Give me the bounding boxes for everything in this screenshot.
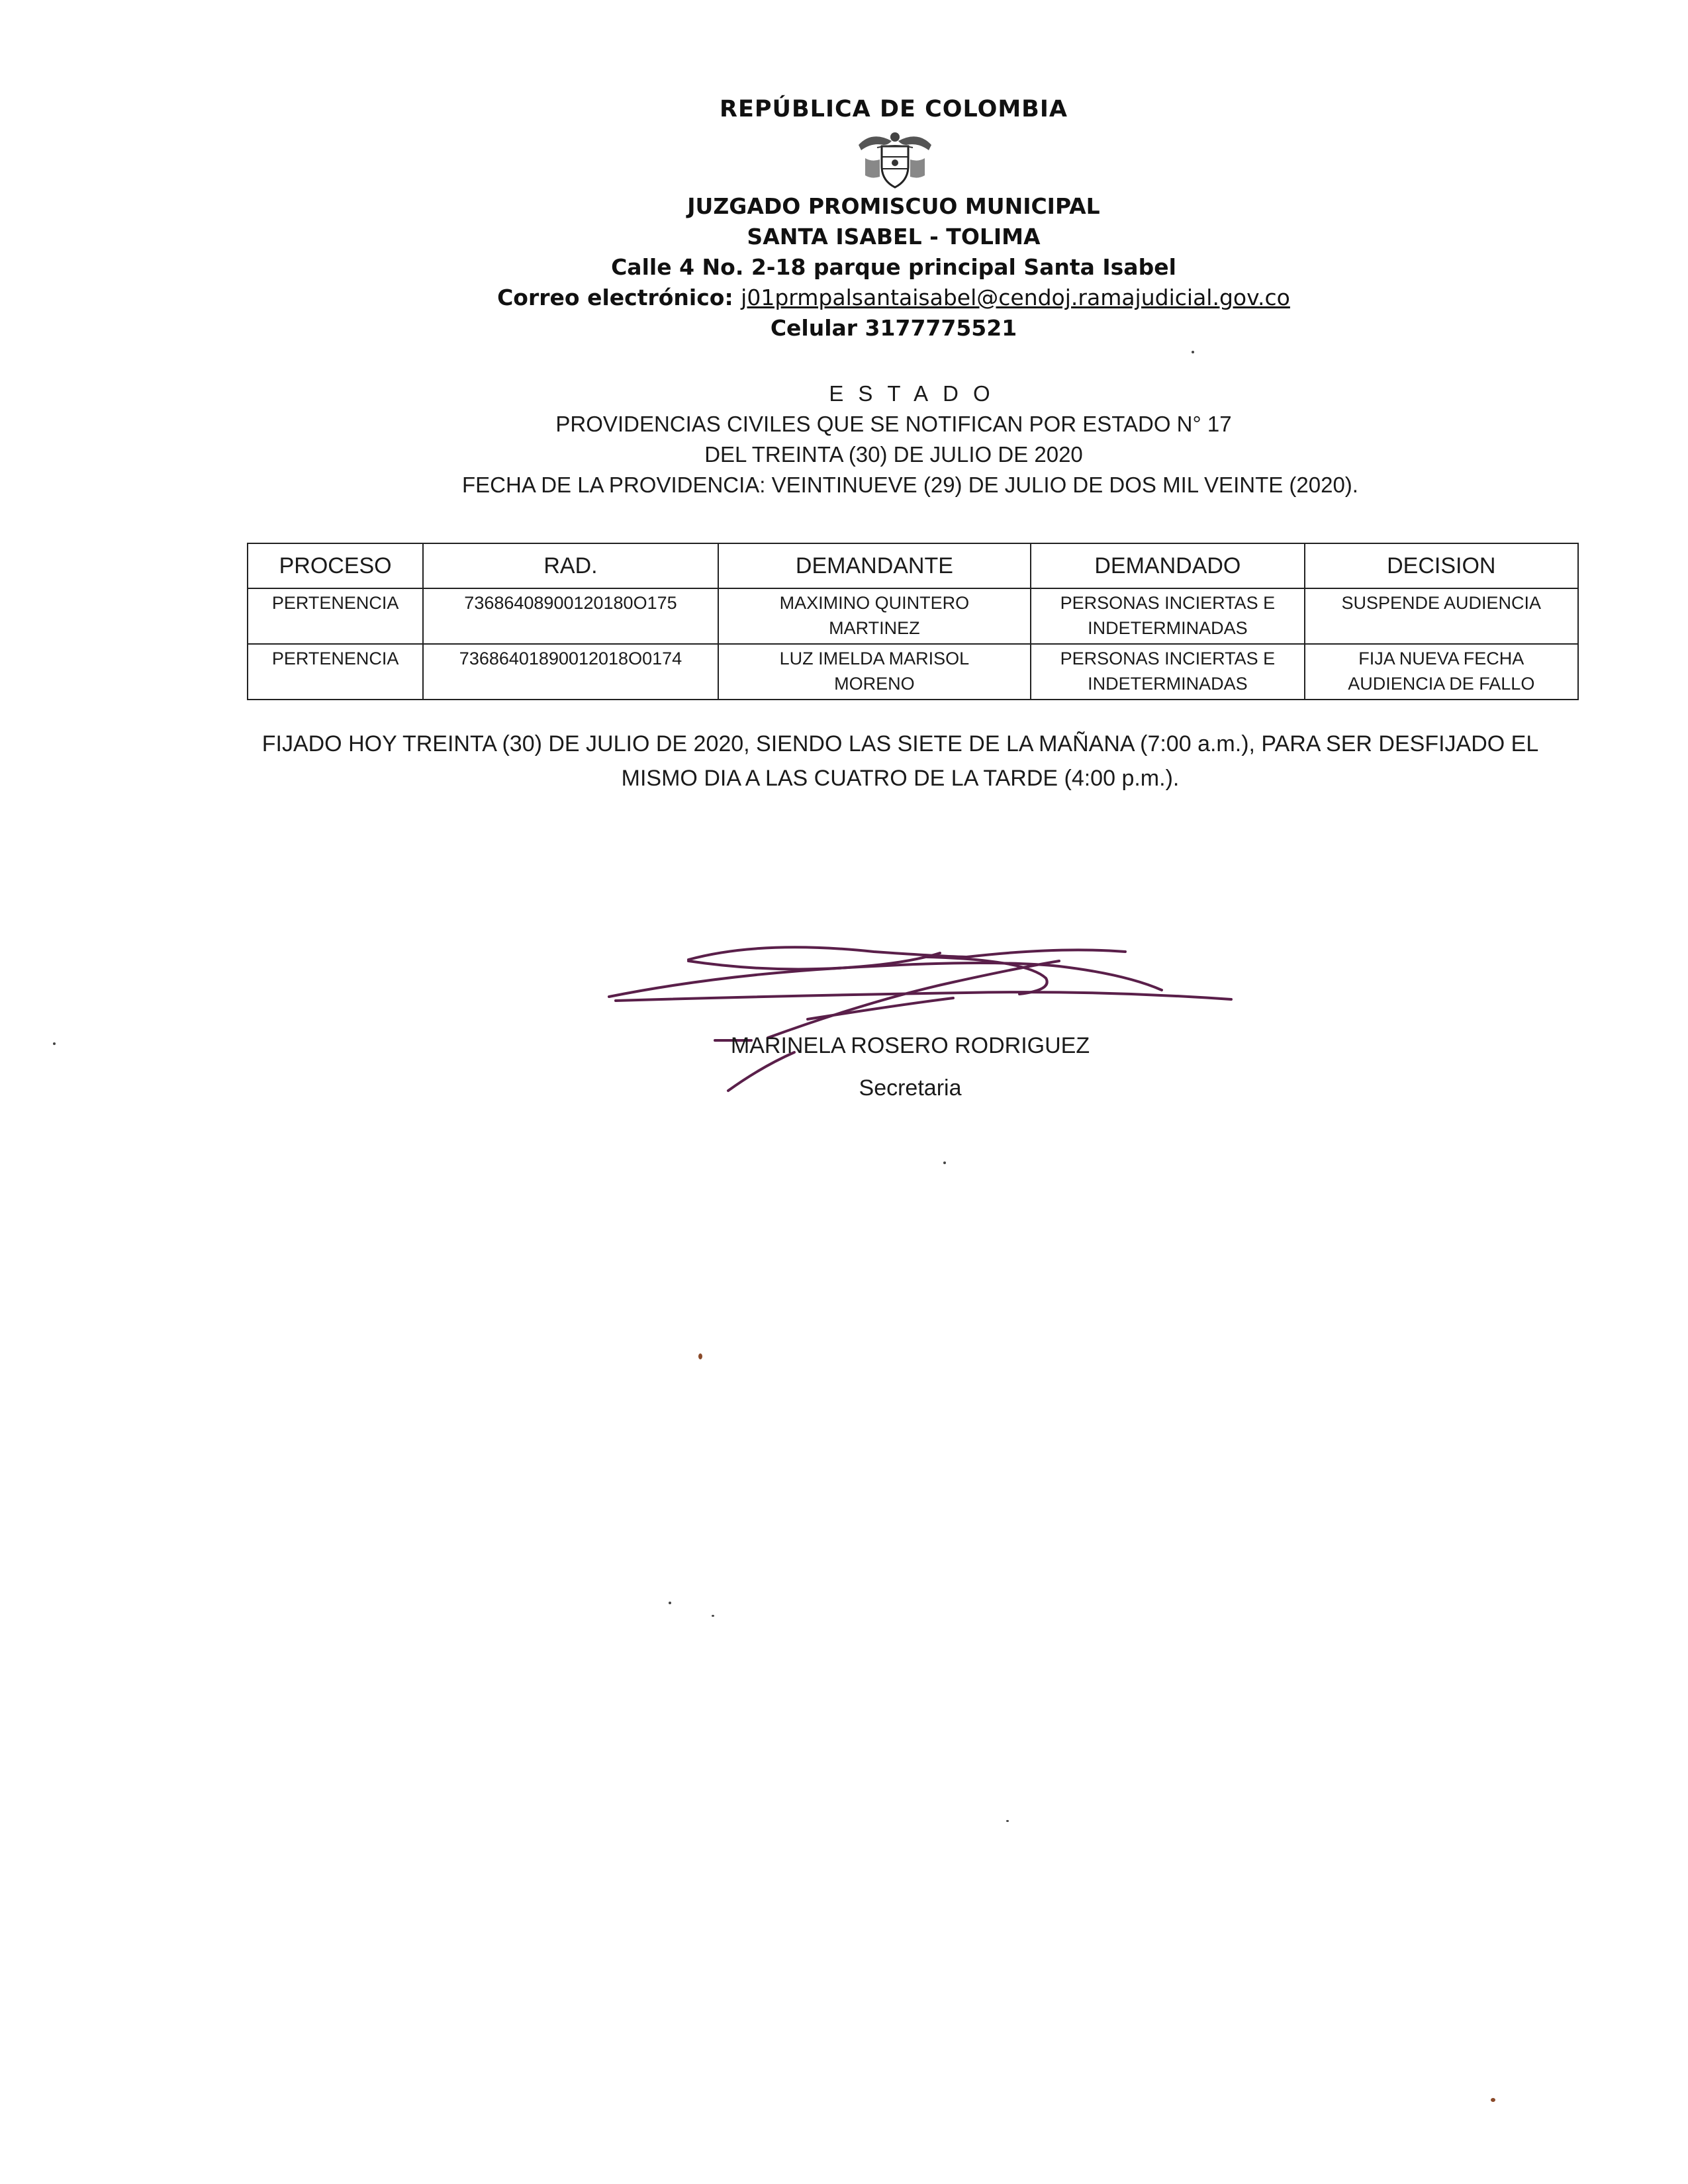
scan-speck (1491, 2098, 1495, 2102)
header-rad: RAD. (423, 543, 718, 588)
cell-demandado-line: PERSONAS INCIERTAS E (1060, 593, 1276, 613)
cell-demandado-line: INDETERMINADAS (1088, 674, 1248, 694)
coat-of-arms-icon (852, 125, 938, 191)
court-address: Calle 4 No. 2-18 parque principal Santa Isabel (611, 254, 1176, 280)
cell-demandante (718, 644, 1031, 700)
header-demandante: DEMANDANTE (718, 543, 1031, 588)
fijado-line-1: FIJADO HOY TREINTA (30) DE JULIO DE 2020, SIENDO LAS SIETE DE LA MAÑANA (7:00 a.m.), PARA SER DESFIJADO EL (261, 731, 1539, 756)
signer-name: MARINELA ROSERO RODRIGUEZ (730, 1033, 1090, 1058)
scan-speck (669, 1602, 671, 1604)
court-phone: Celular 3177775521 (770, 315, 1017, 341)
estado-line-1: PROVIDENCIAS CIVILES QUE SE NOTIFICAN POR ESTADO N° 17 (555, 412, 1232, 436)
cell-rad: 73686401890012018O0174 (423, 644, 718, 700)
cell-decision-line: AUDIENCIA DE FALLO (1348, 674, 1535, 694)
cell-demandante (718, 588, 1031, 644)
cell-demandante-line: MARTINEZ (829, 618, 920, 638)
cell-decision-line: FIJA NUEVA FECHA (1358, 649, 1524, 668)
header-proceso: PROCESO (248, 543, 423, 588)
court-email-line (99, 283, 1688, 313)
scan-speck (1192, 351, 1194, 353)
cell-demandado-line: INDETERMINADAS (1088, 618, 1248, 638)
cell-proceso: PERTENENCIA (248, 588, 423, 644)
scan-speck (53, 1042, 56, 1045)
letterhead (0, 96, 1688, 343)
court-name: JUZGADO PROMISCUO MUNICIPAL (687, 193, 1100, 219)
scan-speck (1006, 1820, 1009, 1822)
table-header-row (248, 543, 1578, 588)
cell-rad: 73686408900120180O175 (423, 588, 718, 644)
header-decision: DECISION (1305, 543, 1578, 588)
estado-line-2: DEL TREINTA (30) DE JULIO DE 2020 (704, 442, 1083, 467)
estado-line-3: FECHA DE LA PROVIDENCIA: VEINTINUEVE (29) DE JULIO DE DOS MIL VEINTE (2020). (462, 473, 1358, 497)
cell-demandado (1031, 644, 1304, 700)
cell-proceso: PERTENENCIA (248, 644, 423, 700)
email-label: Correo electrónico: (497, 285, 733, 310)
estado-title: ESTADO (829, 381, 1005, 406)
cell-demandante-line: LUZ IMELDA MARISOL (779, 649, 970, 668)
cell-decision (1305, 644, 1578, 700)
cell-decision (1305, 588, 1578, 644)
country-name: REPÚBLICA DE COLOMBIA (720, 96, 1068, 122)
table-row (248, 588, 1578, 644)
email-link[interactable]: j01prmpalsantaisabel@cendoj.ramajudicial.gov.co (741, 285, 1290, 310)
court-location: SANTA ISABEL - TOLIMA (747, 224, 1041, 250)
signer-block (702, 1024, 1119, 1109)
cell-decision-line: SUSPENDE AUDIENCIA (1341, 593, 1542, 613)
estado-block (0, 379, 1688, 500)
fijado-line-2: MISMO DIA A LAS CUATRO DE LA TARDE (4:00 p.m.). (621, 766, 1180, 791)
cell-demandado-line: PERSONAS INCIERTAS E (1060, 649, 1276, 668)
header-demandado: DEMANDADO (1031, 543, 1304, 588)
fijado-notice (225, 727, 1575, 796)
scan-speck (698, 1353, 702, 1359)
table-row (248, 644, 1578, 700)
notices-table (247, 543, 1579, 700)
cell-demandante-line: MORENO (834, 674, 915, 694)
scan-speck (943, 1161, 946, 1164)
cell-demandante-line: MAXIMINO QUINTERO (779, 593, 970, 613)
signer-role: Secretaria (859, 1075, 962, 1101)
cell-demandado (1031, 588, 1304, 644)
scan-speck (712, 1615, 714, 1617)
